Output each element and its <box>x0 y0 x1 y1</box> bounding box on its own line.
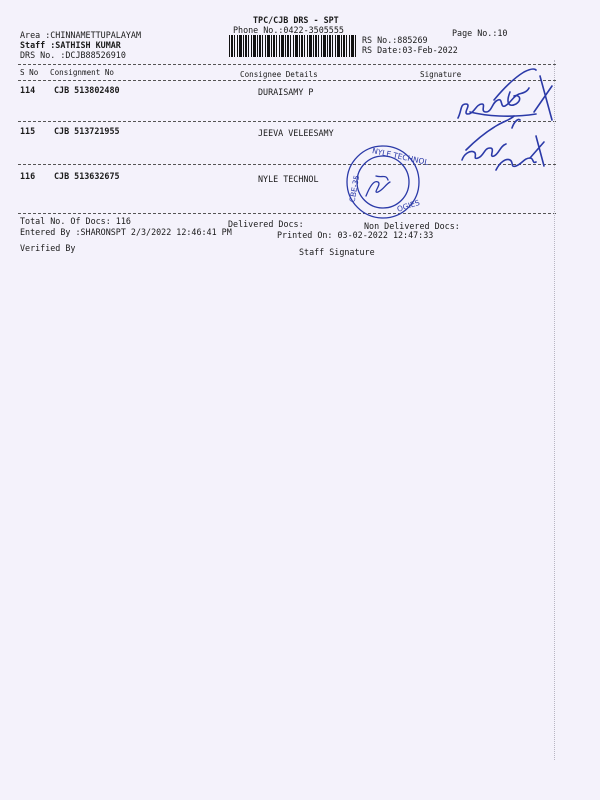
staff-label: Staff :SATHISH KUMAR <box>20 40 121 50</box>
stamp-org-text: OGIES <box>395 197 421 214</box>
total-docs: Total No. Of Docs: 116 <box>20 216 131 226</box>
row-consignment: CJB 513802480 <box>54 85 120 95</box>
entered-by: Entered By :SHARONSPT 2/3/2022 12:46:41 PM <box>20 227 232 237</box>
column-header-signature: Signature <box>420 70 462 79</box>
stamp-code-text: CBE-35 <box>347 174 362 203</box>
row-consignee: JEEVA VELEESAMY <box>258 128 334 138</box>
column-header-sno: S No <box>20 68 39 77</box>
non-delivered-docs: Non Delivered Docs: <box>364 221 460 231</box>
row-consignment: CJB 513721955 <box>54 126 120 136</box>
row-sno: 116 <box>20 171 36 181</box>
rs-number: RS No.:885269 <box>362 35 428 45</box>
column-header-consignee: Consignee Details <box>240 70 318 79</box>
document-title: TPC/CJB DRS - SPT <box>253 15 339 25</box>
row-consignee: DURAISAMY P <box>258 87 314 97</box>
staff-signature-label: Staff Signature <box>299 247 375 257</box>
drs-number: DRS No. :DCJB88526910 <box>20 50 126 60</box>
rs-date: RS Date:03-Feb-2022 <box>362 45 458 55</box>
area-label: Area :CHINNAMETTUPALAYAM <box>20 30 142 40</box>
delivered-docs: Delivered Docs: <box>228 219 304 229</box>
row-consignment: CJB 513632675 <box>54 171 120 181</box>
row-sno: 114 <box>20 85 36 95</box>
stamp-name-text: NYLE TECHNOL <box>371 146 430 167</box>
row-sno: 115 <box>20 126 36 136</box>
column-header-consignment: Consignment No <box>50 68 115 77</box>
page-number: Page No.:10 <box>452 28 508 38</box>
printed-on: Printed On: 03-02-2022 12:47:33 <box>277 230 434 240</box>
phone-number: Phone No.:0422-3505555 <box>233 25 344 35</box>
row-consignee: NYLE TECHNOL <box>258 174 319 184</box>
verified-by: Verified By <box>20 243 76 253</box>
